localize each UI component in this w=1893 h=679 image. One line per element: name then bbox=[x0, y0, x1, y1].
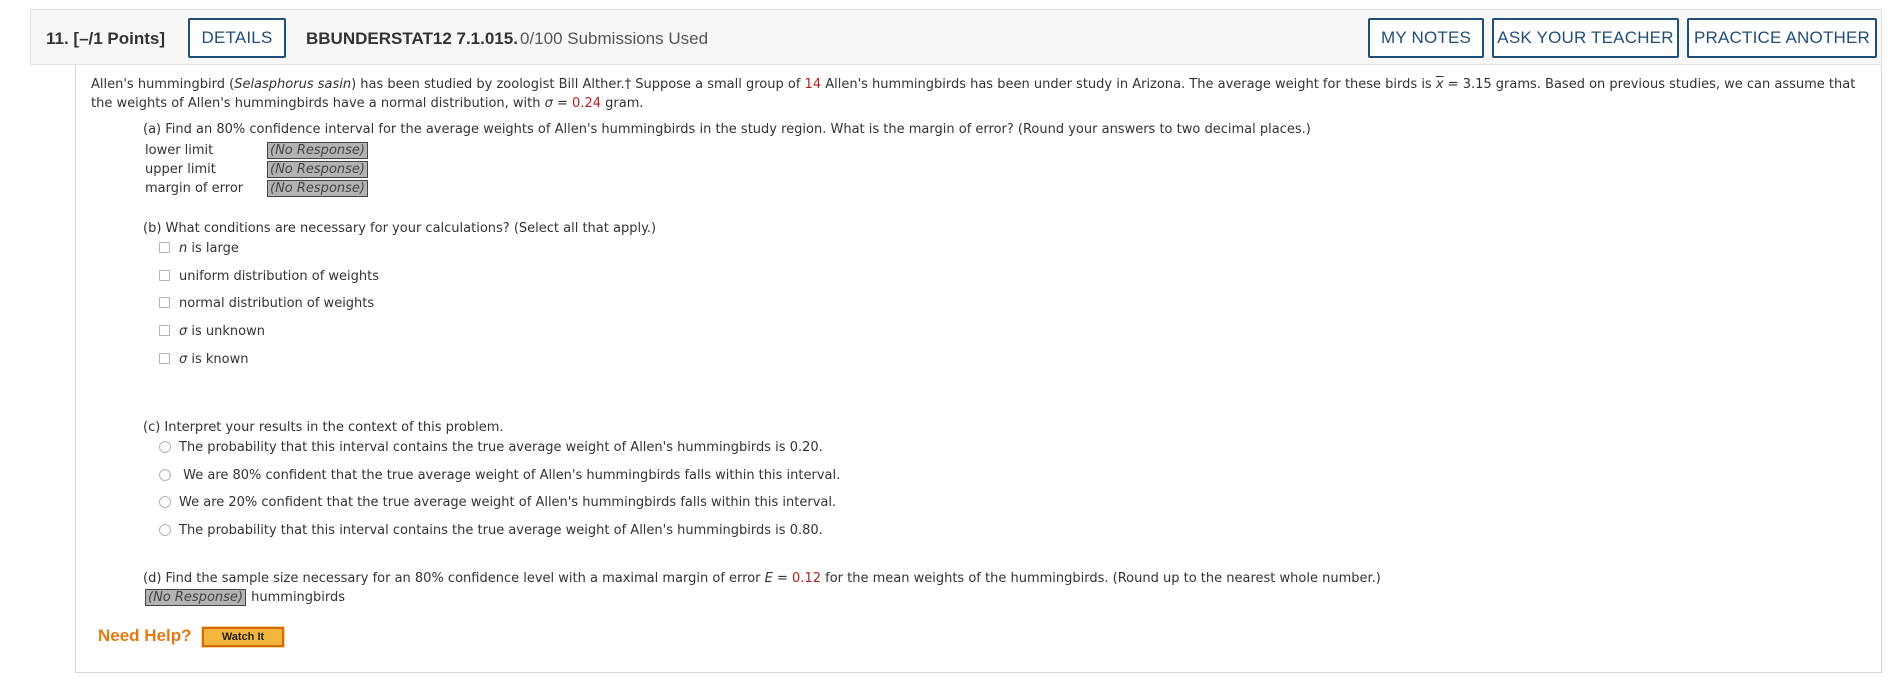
my-notes-button[interactable]: MY NOTES bbox=[1368, 18, 1484, 58]
assignment-code: BBUNDERSTAT12 7.1.015. bbox=[306, 29, 518, 48]
watch-it-button[interactable]: Watch It bbox=[202, 627, 284, 647]
condition-checkbox-sigma-unknown[interactable] bbox=[159, 325, 170, 336]
details-button[interactable]: DETAILS bbox=[188, 18, 286, 58]
sample-size-value: 14 bbox=[804, 77, 822, 92]
sigma-symbol: σ bbox=[544, 96, 553, 111]
condition-checkbox-sigma-known[interactable] bbox=[159, 353, 170, 364]
submissions-count: 0/100 Submissions Used bbox=[520, 29, 709, 48]
interpretation-radio-3[interactable] bbox=[159, 496, 171, 508]
practice-another-button[interactable]: PRACTICE ANOTHER bbox=[1687, 18, 1877, 58]
interpretation-option-1: The probability that this interval contains the true average weight of Allen's hummingbirds is 0.20. bbox=[179, 440, 823, 455]
question-points: 11. [–/1 Points] bbox=[46, 29, 166, 48]
problem-intro-line1: Allen's hummingbird (Selasphorus sasin) has been studied by zoologist Bill Alther.† Suppose a small group of 14 Allen's hummingbirds has been under study in Arizona. The average weight for these birds is $\overline{x} = 3.15$ grams. Based on previous studies, we can assume that bbox=[91, 77, 1856, 92]
question-header bbox=[30, 9, 1882, 65]
lower-limit-response[interactable]: (No Response) bbox=[267, 142, 368, 159]
interpretation-option-3: We are 20% confident that the true average weight of Allen's hummingbirds falls within this interval. bbox=[179, 495, 837, 510]
interpretation-option-2: We are 80% confident that the true average weight of Allen's hummingbirds falls within this interval. bbox=[179, 468, 841, 483]
condition-label-sigma-known: σ is known bbox=[179, 352, 249, 367]
condition-checkbox-normal[interactable] bbox=[159, 297, 170, 308]
interpretation-radio-4[interactable] bbox=[159, 524, 171, 536]
e-symbol: E bbox=[764, 571, 773, 586]
footnote-dagger-link[interactable]: † bbox=[624, 77, 632, 92]
margin-of-error-response[interactable]: (No Response) bbox=[267, 180, 368, 197]
lower-limit-label: lower limit bbox=[145, 143, 214, 158]
condition-label-uniform: uniform distribution of weights bbox=[179, 269, 380, 284]
problem-intro-line2: the weights of Allen's hummingbirds have a normal distribution, with σ = 0.24 gram. bbox=[91, 96, 644, 111]
interpretation-option-4: The probability that this interval contains the true average weight of Allen's hummingbirds is 0.80. bbox=[179, 523, 823, 538]
interpretation-radio-2[interactable] bbox=[159, 469, 171, 481]
part-c-prompt: (c) Interpret your results in the context of this problem. bbox=[143, 420, 504, 435]
x-bar-symbol: $\overline{x}$ bbox=[1435, 77, 1444, 92]
condition-label-n-large: n is large bbox=[179, 241, 239, 256]
part-a-prompt: (a) Find an 80% confidence interval for the average weights of Allen's hummingbirds in the study region. What is the margin of error? (Round your answers to two decimal places.) bbox=[143, 122, 1311, 137]
condition-checkbox-n-large[interactable] bbox=[159, 242, 170, 253]
part-b-prompt: (b) What conditions are necessary for your calculations? (Select all that apply.) bbox=[143, 221, 657, 236]
margin-of-error-label: margin of error bbox=[145, 181, 244, 196]
sigma-value: 0.24 bbox=[572, 96, 601, 111]
condition-checkbox-uniform[interactable] bbox=[159, 270, 170, 281]
need-help-label: Need Help? bbox=[98, 626, 192, 645]
condition-label-normal: normal distribution of weights bbox=[179, 296, 375, 311]
interpretation-radio-1[interactable] bbox=[159, 441, 171, 453]
sample-size-response[interactable]: (No Response) bbox=[145, 589, 246, 606]
sample-size-unit: hummingbirds bbox=[247, 590, 346, 605]
condition-label-sigma-unknown: σ is unknown bbox=[179, 324, 265, 339]
upper-limit-response[interactable]: (No Response) bbox=[267, 161, 368, 178]
part-d-prompt: (d) Find the sample size necessary for an 80% confidence level with a maximal margin of error E = 0.12 for the mean weights of the hummingbirds. (Round up to the nearest whole number.) bbox=[143, 571, 1381, 586]
margin-error-value: 0.12 bbox=[792, 571, 821, 586]
ask-your-teacher-button[interactable]: ASK YOUR TEACHER bbox=[1492, 18, 1679, 58]
upper-limit-label: upper limit bbox=[145, 162, 216, 177]
species-name: Selasphorus sasin bbox=[234, 77, 352, 92]
